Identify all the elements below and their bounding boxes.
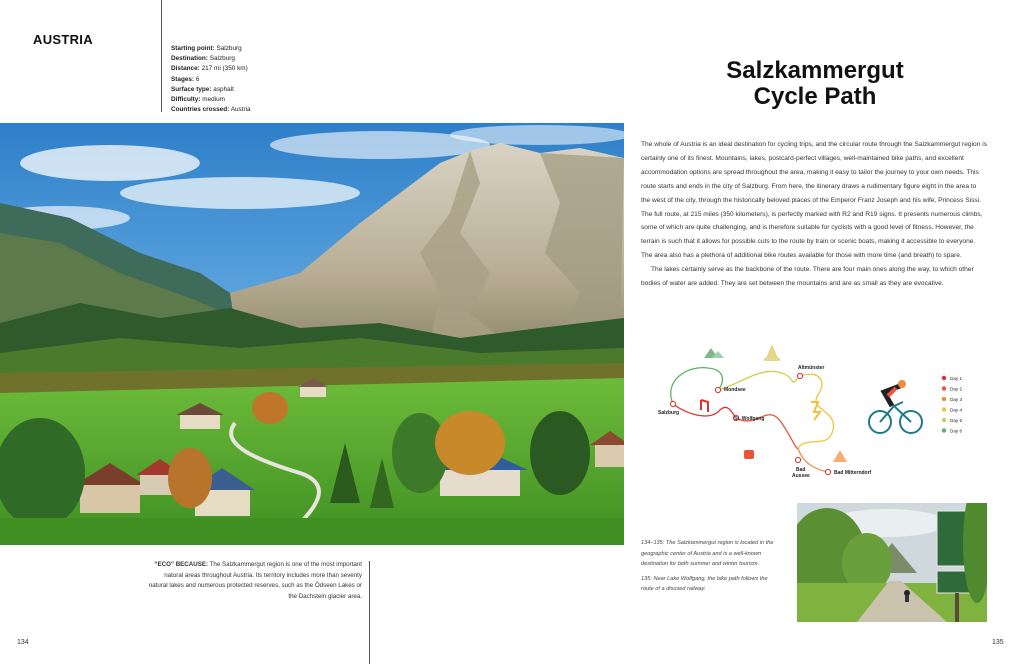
route-map <box>648 340 978 485</box>
legend-label-day-2: Day 2 <box>950 386 963 392</box>
page-title <box>700 58 930 110</box>
sailboat-icon <box>766 344 778 358</box>
photo-captions <box>641 538 781 599</box>
eco-caption <box>148 560 362 602</box>
eco-label: “ECO” BECAUSE: <box>154 561 209 568</box>
bike-path-photo <box>797 503 987 622</box>
cyclist-icon <box>869 380 922 433</box>
mountain-icon <box>833 450 847 462</box>
fact-row: Starting point: Salzburg <box>171 45 242 52</box>
trophy-icon <box>811 402 820 420</box>
mountain-valley-illustration <box>0 123 624 545</box>
map-label-salzburg: Salzburg <box>658 410 680 416</box>
legend-swatch-day-4 <box>942 407 946 411</box>
fact-row: Stages: 6 <box>171 75 200 83</box>
legend-swatch-day-1 <box>942 376 946 380</box>
sailboat-hull <box>764 358 780 361</box>
country-heading: AUSTRIA <box>33 32 93 47</box>
divider-bottom <box>369 561 370 664</box>
map-label-bad: Bad <box>796 467 806 473</box>
page-number-left: 134 <box>17 639 29 646</box>
route-map-graphic <box>648 340 978 485</box>
legend-label-day-1: Day 1 <box>950 376 963 381</box>
bike-path-illustration <box>797 503 987 622</box>
legend-label-day-4: Day 4 <box>950 407 963 413</box>
title-line-1: Salzkammergut <box>726 57 904 84</box>
caption-135: 135: Near Lake Wolfgang, the bike path follows the route of a disused railway. <box>641 575 768 592</box>
legend-label-day-6: Day 6 <box>950 428 963 434</box>
landscape-photo <box>0 123 624 545</box>
title-line-2: Cycle Path <box>753 83 877 110</box>
map-label-aussee: Aussee <box>792 473 810 479</box>
fact-row: Difficulty: medium <box>171 96 225 104</box>
paragraph-1: The whole of Austria is an ideal destination for cycling trips, and the circular route through the Salzkammergut region is certainly one of its finest. Mountains, lakes, postcard-perfect villages, well-maintained bike paths, and excellent accommodation options are spread throughout the area, making it easy to tailor the journey to your own needs. This route starts and ends in the city of Salzburg. From here, the itinerary draws a rudimentary figure eight in the area to the west of the city, through the historically beloved places of the Emperor Franz Joseph and his wife, Princess Sissi. The full route, at 215 miles (350 kilometers), is perfectly marked with R2 and R19 signs. It presents numerous climbs, some of which are quite challenging, and is therefore suitable for cyclists with a good level of fitness. However, the terrain is such that it allows for possible cuts to the route by train or scenic boats, making it accessible to everyone. The area also has a plethora of additional bike routes available for those with more time (and breath) to spare. <box>641 141 987 260</box>
fact-row: Destination: Salzburg <box>171 55 235 63</box>
map-label-st-wolfgang: St. Wolfgang <box>734 416 765 422</box>
map-label-mondsee: Mondsee <box>724 387 746 393</box>
paragraph-2: The lakes certainly serve as the backbone of the route. There are four main ones along the way, to which other bodies of water are added. They are set between the mountains and are as small as they are evocative. <box>641 266 974 288</box>
map-label-altmunster: Altmünster <box>798 365 825 371</box>
caption-134-135: 134–135: The Salzkammergut region is located in the geographic center of Austria and is a well-known destination for both summer and winter tourism. <box>641 540 774 567</box>
cable-car-icon <box>744 450 754 459</box>
fact-row: Surface type: asphalt <box>171 85 234 93</box>
legend-swatch-day-2 <box>942 386 946 390</box>
article-body <box>641 138 987 291</box>
divider-top <box>161 0 162 112</box>
legend-label-day-5: Day 5 <box>950 418 963 423</box>
legend-swatch-day-5 <box>942 418 946 422</box>
fact-row: Distance: 217 mi (350 km) <box>171 65 248 73</box>
legend-swatch-day-6 <box>942 428 946 432</box>
legend-label-day-3: Day 3 <box>950 397 963 402</box>
music-note-icon <box>701 400 708 412</box>
legend <box>942 376 963 434</box>
legend-swatch-day-3 <box>942 397 946 401</box>
eco-text: The Salzkammergut region is one of the most important natural areas throughout Austria. Its territory includes more than seventy natural lakes and numerous protected reserves, such as the Ödseen Lakes or the Dachstein glacier area. <box>148 561 362 600</box>
page-number-right: 135 <box>992 639 1004 646</box>
map-label-bad-mitterndorf: Bad Mitterndorf <box>834 470 872 476</box>
fact-row: Countries crossed: Austria <box>171 106 251 114</box>
route-facts <box>171 44 251 115</box>
